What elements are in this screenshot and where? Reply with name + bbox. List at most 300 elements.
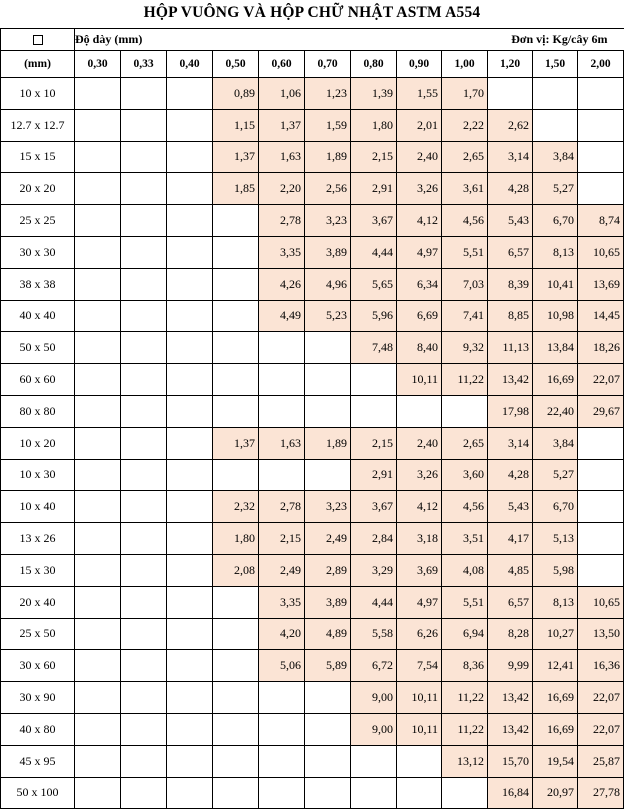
weight-cell: 8,13 xyxy=(533,586,578,618)
weight-cell xyxy=(167,332,213,364)
weight-cell: 3,89 xyxy=(305,586,351,618)
weight-cell xyxy=(75,650,121,682)
thickness-header: 0,40 xyxy=(167,51,213,78)
weight-cell: 13,42 xyxy=(488,682,533,714)
weight-cell xyxy=(121,205,167,237)
weight-cell xyxy=(442,395,488,427)
weight-cell xyxy=(121,427,167,459)
weight-cell: 5,96 xyxy=(351,300,397,332)
weight-cell: 5,65 xyxy=(351,268,397,300)
weight-cell xyxy=(167,523,213,555)
weight-cell: 6,57 xyxy=(488,586,533,618)
weight-cell xyxy=(259,745,305,777)
weight-cell xyxy=(578,109,624,141)
weight-cell: 11,22 xyxy=(442,713,488,745)
thickness-header: 1,50 xyxy=(533,51,578,78)
table-row xyxy=(1,395,624,427)
weight-cell: 3,14 xyxy=(488,141,533,173)
weight-cell: 3,23 xyxy=(305,205,351,237)
weight-cell: 5,27 xyxy=(533,459,578,491)
weight-cell: 4,20 xyxy=(259,618,305,650)
weight-cell: 10,98 xyxy=(533,300,578,332)
weight-cell xyxy=(121,109,167,141)
weight-cell: 2,01 xyxy=(397,109,442,141)
table-row xyxy=(1,523,624,555)
weight-cell xyxy=(397,777,442,809)
weight-cell xyxy=(351,777,397,809)
weight-cell xyxy=(259,364,305,396)
table-row xyxy=(1,459,624,491)
table-row xyxy=(1,173,624,205)
weight-cell: 10,11 xyxy=(397,713,442,745)
table-row xyxy=(1,745,624,777)
size-cell: 80 x 80 xyxy=(1,395,75,427)
weight-cell: 3,67 xyxy=(351,491,397,523)
weight-cell: 1,37 xyxy=(213,427,259,459)
weight-cell xyxy=(121,459,167,491)
weight-cell: 7,03 xyxy=(442,268,488,300)
weight-cell: 6,94 xyxy=(442,618,488,650)
weight-cell: 29,67 xyxy=(578,395,624,427)
weight-cell: 4,12 xyxy=(397,491,442,523)
weight-cell: 10,11 xyxy=(397,364,442,396)
weight-cell xyxy=(442,777,488,809)
header-corner xyxy=(1,29,75,51)
weight-cell: 9,32 xyxy=(442,332,488,364)
weight-cell: 2,32 xyxy=(213,491,259,523)
weight-cell: 8,36 xyxy=(442,650,488,682)
weight-cell: 27,78 xyxy=(578,777,624,809)
weight-cell xyxy=(305,682,351,714)
weight-cell: 22,07 xyxy=(578,364,624,396)
weight-cell xyxy=(213,618,259,650)
thickness-header: 1,20 xyxy=(488,51,533,78)
table-row xyxy=(1,777,624,809)
size-cell: 25 x 25 xyxy=(1,205,75,237)
size-cell: 30 x 60 xyxy=(1,650,75,682)
size-cell: 10 x 20 xyxy=(1,427,75,459)
weight-cell xyxy=(75,332,121,364)
weight-cell: 4,97 xyxy=(397,236,442,268)
weight-cell xyxy=(167,364,213,396)
weight-cell: 6,70 xyxy=(533,491,578,523)
weight-cell xyxy=(167,745,213,777)
weight-cell: 2,49 xyxy=(259,554,305,586)
weight-cell: 5,89 xyxy=(305,650,351,682)
thickness-label: Độ dày (mm) xyxy=(75,29,259,51)
weight-cell: 5,43 xyxy=(488,491,533,523)
weight-cell xyxy=(75,109,121,141)
weight-cell xyxy=(75,395,121,427)
weight-cell: 3,35 xyxy=(259,236,305,268)
weight-cell: 2,84 xyxy=(351,523,397,555)
weight-cell xyxy=(213,586,259,618)
thickness-header: 0,33 xyxy=(121,51,167,78)
weight-cell xyxy=(167,427,213,459)
weight-cell xyxy=(75,554,121,586)
weight-cell xyxy=(75,141,121,173)
weight-cell xyxy=(488,78,533,110)
table-row xyxy=(1,141,624,173)
weight-cell: 1,06 xyxy=(259,78,305,110)
weight-cell xyxy=(75,777,121,809)
thickness-header: 0,60 xyxy=(259,51,305,78)
weight-cell xyxy=(213,395,259,427)
weight-cell xyxy=(213,745,259,777)
weight-cell xyxy=(578,459,624,491)
weight-cell: 18,26 xyxy=(578,332,624,364)
weight-cell: 10,65 xyxy=(578,236,624,268)
weight-cell xyxy=(75,236,121,268)
table-row xyxy=(1,618,624,650)
weight-cell xyxy=(121,777,167,809)
weight-cell xyxy=(397,745,442,777)
weight-cell: 3,60 xyxy=(442,459,488,491)
weight-cell: 1,55 xyxy=(397,78,442,110)
weight-cell: 16,69 xyxy=(533,682,578,714)
weight-cell: 1,39 xyxy=(351,78,397,110)
weight-cell xyxy=(167,650,213,682)
weight-cell: 8,40 xyxy=(397,332,442,364)
weight-cell: 3,18 xyxy=(397,523,442,555)
weight-cell: 4,56 xyxy=(442,205,488,237)
size-cell: 25 x 50 xyxy=(1,618,75,650)
weight-cell xyxy=(167,300,213,332)
table-row xyxy=(1,427,624,459)
weight-cell: 7,48 xyxy=(351,332,397,364)
weight-cell xyxy=(121,173,167,205)
weight-cell: 1,89 xyxy=(305,141,351,173)
weight-cell xyxy=(121,268,167,300)
weight-cell: 2,40 xyxy=(397,427,442,459)
weight-cell: 2,91 xyxy=(351,459,397,491)
checkbox-icon xyxy=(33,35,43,45)
weight-cell: 8,13 xyxy=(533,236,578,268)
weight-cell xyxy=(75,682,121,714)
weight-cell: 13,42 xyxy=(488,364,533,396)
table-row xyxy=(1,268,624,300)
weight-cell xyxy=(121,523,167,555)
weight-cell xyxy=(167,713,213,745)
weight-cell: 2,08 xyxy=(213,554,259,586)
weight-cell: 9,99 xyxy=(488,650,533,682)
weight-cell xyxy=(259,713,305,745)
weight-cell: 6,72 xyxy=(351,650,397,682)
weight-cell: 3,69 xyxy=(397,554,442,586)
weight-cell: 1,37 xyxy=(213,141,259,173)
weight-cell xyxy=(121,618,167,650)
table-row xyxy=(1,713,624,745)
weight-cell xyxy=(121,364,167,396)
weight-cell xyxy=(213,268,259,300)
size-cell: 30 x 90 xyxy=(1,682,75,714)
table-row xyxy=(1,236,624,268)
weight-cell: 6,57 xyxy=(488,236,533,268)
header-row-thickness xyxy=(1,51,624,78)
weight-cell xyxy=(75,523,121,555)
weight-cell xyxy=(167,236,213,268)
weight-cell xyxy=(167,205,213,237)
weight-cell: 3,61 xyxy=(442,173,488,205)
weight-cell xyxy=(578,554,624,586)
weight-cell: 5,51 xyxy=(442,236,488,268)
weight-cell xyxy=(213,332,259,364)
weight-cell: 2,62 xyxy=(488,109,533,141)
weight-cell xyxy=(213,364,259,396)
weight-cell: 3,29 xyxy=(351,554,397,586)
weight-cell: 3,89 xyxy=(305,236,351,268)
weight-cell: 4,28 xyxy=(488,459,533,491)
weight-cell: 4,08 xyxy=(442,554,488,586)
weight-cell: 5,06 xyxy=(259,650,305,682)
weight-cell: 5,98 xyxy=(533,554,578,586)
weight-table xyxy=(0,28,624,809)
weight-cell xyxy=(121,554,167,586)
weight-cell xyxy=(167,268,213,300)
weight-cell: 2,15 xyxy=(259,523,305,555)
weight-cell xyxy=(167,618,213,650)
weight-cell: 2,65 xyxy=(442,427,488,459)
weight-cell: 2,49 xyxy=(305,523,351,555)
weight-cell: 0,89 xyxy=(213,78,259,110)
weight-cell: 5,43 xyxy=(488,205,533,237)
table-row xyxy=(1,682,624,714)
weight-cell xyxy=(213,236,259,268)
weight-cell xyxy=(578,78,624,110)
weight-cell: 1,23 xyxy=(305,78,351,110)
weight-cell: 4,26 xyxy=(259,268,305,300)
weight-cell xyxy=(259,395,305,427)
weight-cell xyxy=(121,682,167,714)
weight-cell xyxy=(167,109,213,141)
weight-cell: 4,49 xyxy=(259,300,305,332)
weight-cell: 16,69 xyxy=(533,713,578,745)
weight-cell: 2,22 xyxy=(442,109,488,141)
table-row xyxy=(1,586,624,618)
weight-cell: 3,26 xyxy=(397,173,442,205)
weight-cell: 4,44 xyxy=(351,586,397,618)
weight-cell xyxy=(213,777,259,809)
weight-cell xyxy=(305,777,351,809)
weight-cell xyxy=(305,745,351,777)
weight-cell xyxy=(121,491,167,523)
weight-cell xyxy=(121,78,167,110)
weight-cell xyxy=(121,395,167,427)
weight-cell: 17,98 xyxy=(488,395,533,427)
size-cell: 15 x 15 xyxy=(1,141,75,173)
weight-cell xyxy=(213,682,259,714)
weight-cell: 13,69 xyxy=(578,268,624,300)
table-row xyxy=(1,109,624,141)
weight-cell: 4,96 xyxy=(305,268,351,300)
weight-cell xyxy=(75,745,121,777)
weight-cell: 4,89 xyxy=(305,618,351,650)
weight-cell: 2,56 xyxy=(305,173,351,205)
weight-cell: 13,84 xyxy=(533,332,578,364)
size-cell: 10 x 40 xyxy=(1,491,75,523)
table-row xyxy=(1,300,624,332)
weight-cell xyxy=(75,459,121,491)
size-cell: 10 x 10 xyxy=(1,78,75,110)
weight-cell xyxy=(75,491,121,523)
thickness-header: 0,30 xyxy=(75,51,121,78)
weight-cell: 11,22 xyxy=(442,364,488,396)
weight-cell xyxy=(121,650,167,682)
weight-cell: 25,87 xyxy=(578,745,624,777)
weight-cell: 3,14 xyxy=(488,427,533,459)
unit-label: Đơn vị: Kg/cây 6m xyxy=(488,29,624,51)
weight-cell: 4,12 xyxy=(397,205,442,237)
weight-cell xyxy=(578,523,624,555)
weight-cell xyxy=(213,459,259,491)
weight-cell xyxy=(305,364,351,396)
size-cell: 38 x 38 xyxy=(1,268,75,300)
weight-cell xyxy=(213,713,259,745)
weight-cell xyxy=(167,141,213,173)
size-cell: 15 x 30 xyxy=(1,554,75,586)
header-spacer xyxy=(259,29,488,51)
weight-cell xyxy=(351,395,397,427)
weight-cell: 4,28 xyxy=(488,173,533,205)
thickness-header: 0,50 xyxy=(213,51,259,78)
weight-cell: 3,67 xyxy=(351,205,397,237)
weight-cell: 16,69 xyxy=(533,364,578,396)
weight-cell: 8,74 xyxy=(578,205,624,237)
weight-cell: 1,89 xyxy=(305,427,351,459)
weight-cell xyxy=(121,745,167,777)
size-cell: 20 x 40 xyxy=(1,586,75,618)
weight-cell: 2,65 xyxy=(442,141,488,173)
table-row xyxy=(1,364,624,396)
weight-cell xyxy=(75,713,121,745)
weight-cell xyxy=(121,713,167,745)
weight-cell: 6,70 xyxy=(533,205,578,237)
table-row xyxy=(1,491,624,523)
weight-cell xyxy=(167,395,213,427)
weight-cell xyxy=(167,173,213,205)
weight-cell xyxy=(121,141,167,173)
weight-cell: 16,36 xyxy=(578,650,624,682)
table-row xyxy=(1,554,624,586)
weight-cell: 4,85 xyxy=(488,554,533,586)
weight-cell: 3,23 xyxy=(305,491,351,523)
table-row xyxy=(1,205,624,237)
weight-cell xyxy=(305,332,351,364)
weight-cell: 1,70 xyxy=(442,78,488,110)
weight-cell xyxy=(213,205,259,237)
weight-cell: 3,35 xyxy=(259,586,305,618)
table-row xyxy=(1,78,624,110)
weight-cell: 2,91 xyxy=(351,173,397,205)
weight-cell xyxy=(305,395,351,427)
weight-cell xyxy=(75,364,121,396)
header-row-labels xyxy=(1,29,624,51)
weight-cell: 2,89 xyxy=(305,554,351,586)
size-cell: 50 x 100 xyxy=(1,777,75,809)
weight-cell xyxy=(259,332,305,364)
weight-cell: 2,78 xyxy=(259,205,305,237)
weight-cell: 13,42 xyxy=(488,713,533,745)
weight-cell xyxy=(578,427,624,459)
table-row xyxy=(1,650,624,682)
weight-cell: 5,13 xyxy=(533,523,578,555)
weight-cell xyxy=(167,682,213,714)
weight-cell: 22,40 xyxy=(533,395,578,427)
weight-cell: 11,22 xyxy=(442,682,488,714)
weight-cell xyxy=(259,682,305,714)
weight-cell: 8,85 xyxy=(488,300,533,332)
size-cell: 10 x 30 xyxy=(1,459,75,491)
size-cell: 20 x 20 xyxy=(1,173,75,205)
weight-cell xyxy=(578,141,624,173)
weight-cell: 1,80 xyxy=(351,109,397,141)
weight-cell: 1,63 xyxy=(259,141,305,173)
weight-cell: 4,97 xyxy=(397,586,442,618)
weight-cell: 12,41 xyxy=(533,650,578,682)
weight-cell: 10,27 xyxy=(533,618,578,650)
weight-cell xyxy=(167,491,213,523)
weight-cell xyxy=(121,586,167,618)
weight-cell: 5,23 xyxy=(305,300,351,332)
size-unit-header: (mm) xyxy=(1,51,75,78)
weight-cell: 22,07 xyxy=(578,682,624,714)
weight-cell xyxy=(167,777,213,809)
weight-cell: 20,97 xyxy=(533,777,578,809)
weight-cell: 2,20 xyxy=(259,173,305,205)
weight-cell: 3,51 xyxy=(442,523,488,555)
weight-cell xyxy=(75,618,121,650)
weight-cell xyxy=(75,268,121,300)
size-cell: 60 x 60 xyxy=(1,364,75,396)
thickness-header: 0,70 xyxy=(305,51,351,78)
weight-cell: 13,12 xyxy=(442,745,488,777)
weight-cell xyxy=(259,777,305,809)
thickness-header: 1,00 xyxy=(442,51,488,78)
weight-cell xyxy=(121,300,167,332)
weight-cell: 10,41 xyxy=(533,268,578,300)
size-cell: 50 x 50 xyxy=(1,332,75,364)
weight-cell xyxy=(213,650,259,682)
weight-cell: 2,78 xyxy=(259,491,305,523)
weight-cell: 2,15 xyxy=(351,141,397,173)
weight-cell: 4,17 xyxy=(488,523,533,555)
weight-cell xyxy=(75,427,121,459)
weight-cell: 8,28 xyxy=(488,618,533,650)
weight-cell xyxy=(75,78,121,110)
weight-cell: 1,63 xyxy=(259,427,305,459)
weight-cell xyxy=(75,173,121,205)
weight-cell: 1,80 xyxy=(213,523,259,555)
weight-cell: 1,59 xyxy=(305,109,351,141)
thickness-header: 2,00 xyxy=(578,51,624,78)
weight-cell: 1,85 xyxy=(213,173,259,205)
size-cell: 40 x 80 xyxy=(1,713,75,745)
weight-cell xyxy=(75,300,121,332)
weight-cell xyxy=(578,173,624,205)
weight-cell: 4,44 xyxy=(351,236,397,268)
weight-cell: 9,00 xyxy=(351,713,397,745)
weight-cell xyxy=(305,713,351,745)
weight-cell: 2,40 xyxy=(397,141,442,173)
weight-cell xyxy=(351,364,397,396)
weight-cell: 10,11 xyxy=(397,682,442,714)
weight-cell xyxy=(397,395,442,427)
thickness-header: 0,90 xyxy=(397,51,442,78)
weight-cell: 3,26 xyxy=(397,459,442,491)
weight-cell: 3,84 xyxy=(533,427,578,459)
weight-cell xyxy=(351,745,397,777)
size-cell: 13 x 26 xyxy=(1,523,75,555)
